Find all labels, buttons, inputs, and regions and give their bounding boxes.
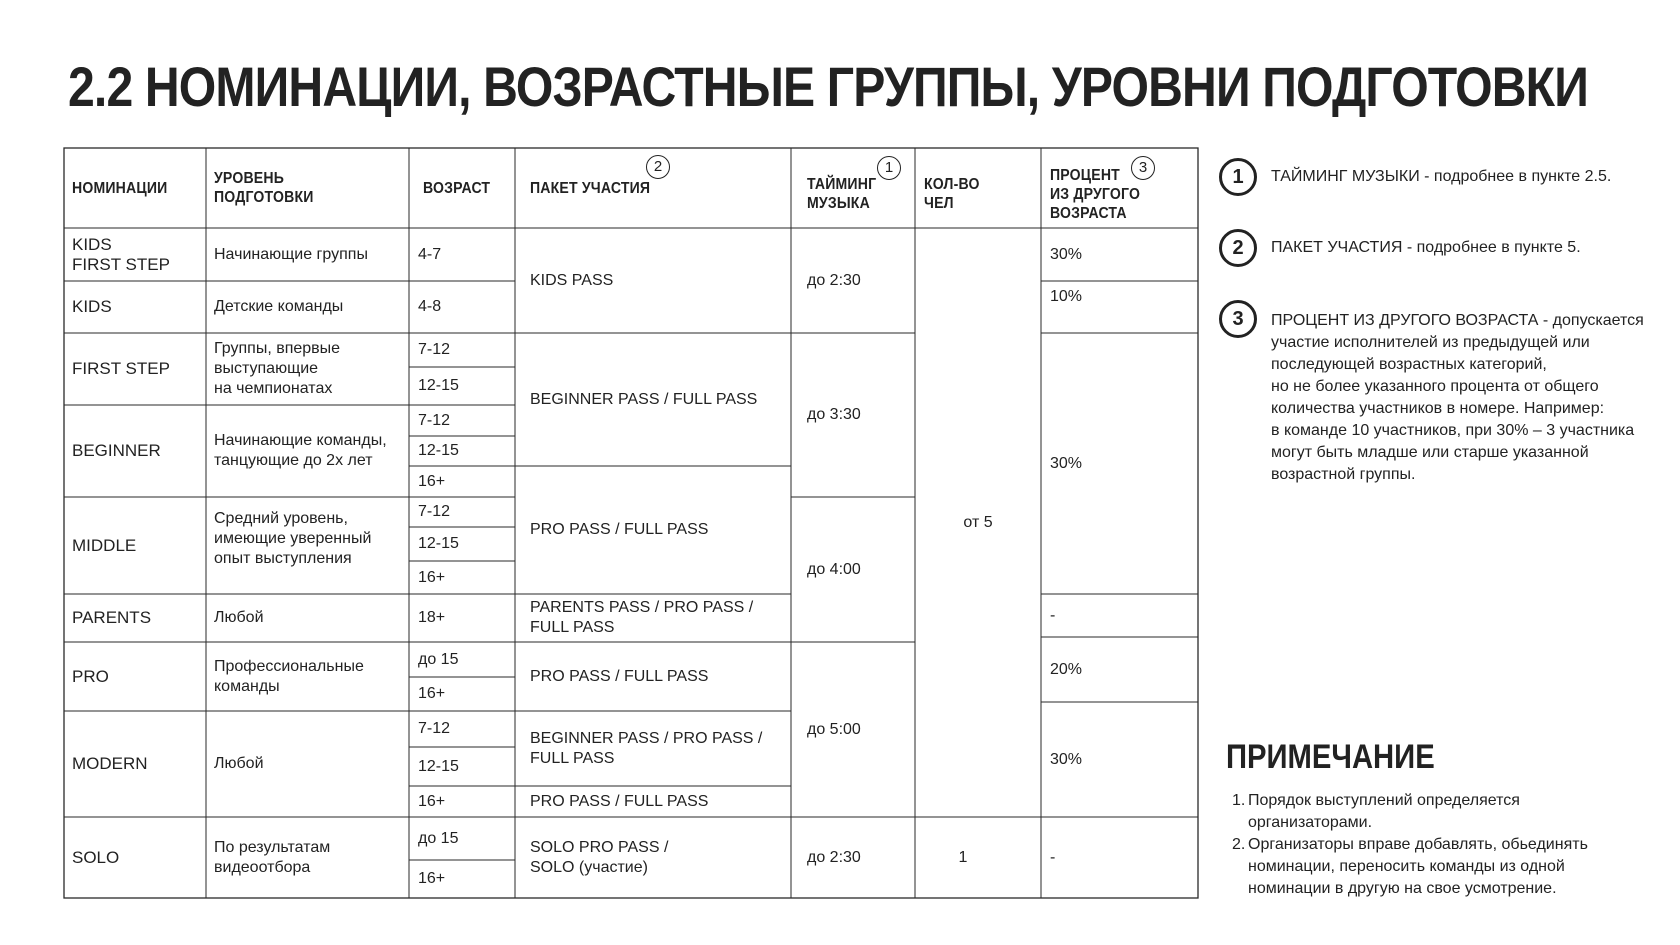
nomination-cell: MIDDLE [72,535,137,555]
footnote-marker-percent: 3 [1131,156,1155,180]
footnote-marker-timing: 1 [877,156,901,180]
count-cell: от 5 [963,513,993,531]
age-cell: 12-15 [418,377,459,394]
level-cell: По результатам видеоотбора [214,838,331,876]
age-cell: 12-15 [418,757,459,775]
header-count: КОЛ-ВО ЧЕЛ [924,176,980,212]
note-item-number: 2. [1232,836,1246,853]
percent-cell: 30% [1050,750,1083,768]
timing-cell: до 5:00 [807,720,861,738]
nomination-cell: FIRST STEP [72,359,170,378]
note-list [1226,790,1666,900]
level-cell: Профессиональные команды [214,657,364,695]
nomination-cell: MODERN [72,754,148,773]
count-cell: 1 [958,848,968,866]
note-item-number: 1. [1232,792,1246,809]
footnote-number-badge: 1 [1219,158,1257,196]
nomination-cell: KIDS [72,297,112,316]
age-cell: 16+ [418,472,446,490]
nomination-cell: PARENTS [72,608,152,627]
timing-cell: до 3:30 [807,406,861,423]
age-cell: 4-7 [418,245,442,263]
percent-cell: - [1050,606,1056,624]
level-cell: Группы, впервые выступающие на чемпионатах [214,340,341,397]
package-cell: PRO PASS / FULL PASS [530,521,709,538]
nomination-cell: SOLO [72,847,120,867]
package-cell: BEGINNER PASS / PRO PASS / FULL PASS [530,729,763,767]
package-cell: PARENTS PASS / PRO PASS / FULL PASS [530,599,754,636]
header-timing: ТАЙМИНГ МУЗЫКА [807,176,877,212]
percent-cell: 20% [1050,660,1083,678]
level-cell: Начинающие группы [214,245,368,263]
percent-cell: - [1050,848,1056,866]
note-item [1226,834,1666,900]
level-cell: Средний уровень, имеющие уверенный опыт выступления [214,510,372,567]
level-cell: Любой [214,755,264,772]
age-cell: до 15 [418,829,459,847]
age-cell: 4-8 [418,298,442,315]
age-cell: 16+ [418,792,446,810]
footnote-text: ТАЙМИНГ МУЗЫКИ - подробнее в пункте 2.5. [1271,168,1612,185]
footnote-number-badge: 2 [1219,229,1257,267]
nomination-cell: KIDS FIRST STEP [72,234,170,274]
timing-cell: до 2:30 [807,848,861,866]
footnote-text: ПРОЦЕНТ ИЗ ДРУГОГО ВОЗРАСТА - допускается участие исполнителей из предыдущей или последующей возрастных категорий, но не более указанного процента от общего количества участников в номере. Например: в команде 10 участников, при 30% – 3 участника могут быть младше или старше указанной возрастной группы. [1271,312,1644,483]
note-title: ПРИМЕЧАНИЕ [1226,738,1435,776]
note-item-text: Порядок выступлений определяется организаторами. [1248,792,1520,831]
timing-cell: до 2:30 [807,271,861,289]
footnote-number-badge: 3 [1219,300,1257,338]
page-title: 2.2 НОМИНАЦИИ, ВОЗРАСТНЫЕ ГРУППЫ, УРОВНИ ПОДГОТОВКИ [68,55,1588,118]
package-cell: BEGINNER PASS / FULL PASS [530,390,758,408]
percent-cell: 30% [1050,245,1083,263]
age-cell: 18+ [418,609,446,626]
percent-cell: 10% [1050,288,1083,305]
package-cell: PRO PASS / FULL PASS [530,667,709,685]
package-cell: KIDS PASS [530,271,614,289]
note-item [1226,790,1666,834]
nomination-cell: PRO [72,666,109,686]
header-level: УРОВЕНЬ ПОДГОТОВКИ [214,170,314,206]
age-cell: 12-15 [418,535,459,552]
package-cell: PRO PASS / FULL PASS [530,792,709,810]
header-age: ВОЗРАСТ [423,179,491,197]
footnote-marker-package: 2 [646,155,670,179]
level-cell: Детские команды [214,298,344,315]
percent-cell: 30% [1050,454,1083,472]
age-cell: 7-12 [418,720,451,737]
note-item-text: Организаторы вправе добавлять, обьединять номинации, переносить команды из одной номинации в другую на свое усмотрение. [1248,836,1588,897]
age-cell: 12-15 [418,442,459,459]
age-cell: 7-12 [418,503,451,520]
package-cell: SOLO PRO PASS / SOLO (участие) [530,838,669,876]
age-cell: 7-12 [418,411,451,429]
age-cell: до 15 [418,650,459,668]
age-cell: 16+ [418,568,446,586]
header-nomination: НОМИНАЦИИ [72,179,168,197]
age-cell: 16+ [418,870,446,887]
level-cell: Начинающие команды, танцующие до 2х лет [214,432,387,469]
footnote-text: ПАКЕТ УЧАСТИЯ - подробнее в пункте 5. [1271,239,1581,256]
age-cell: 7-12 [418,341,451,358]
age-cell: 16+ [418,685,446,702]
level-cell: Любой [214,609,264,626]
header-percent: ПРОЦЕНТ ИЗ ДРУГОГО ВОЗРАСТА [1050,166,1141,222]
nomination-cell: BEGINNER [72,441,161,460]
timing-cell: до 4:00 [807,560,861,578]
header-package: ПАКЕТ УЧАСТИЯ [530,179,651,197]
